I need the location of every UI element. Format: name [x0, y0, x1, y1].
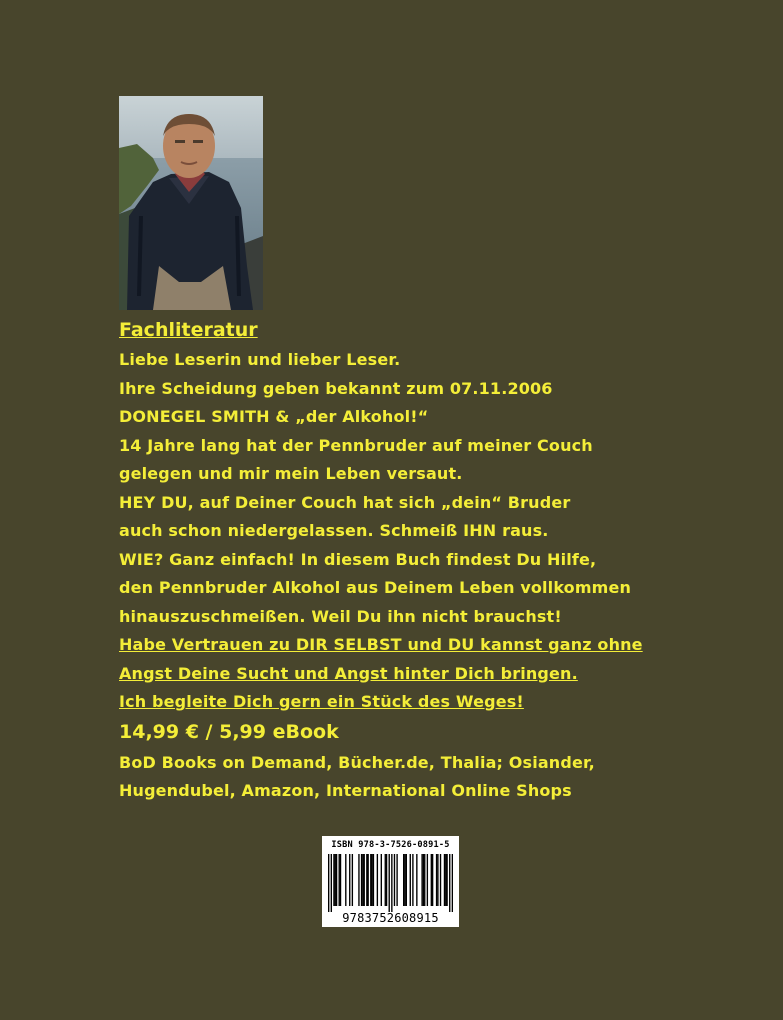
underlined-line: Habe Vertrauen zu DIR SELBST und DU kannst ganz ohne	[119, 635, 643, 654]
barcode-bar	[340, 854, 341, 906]
underlined-line: Ich begleite Dich gern ein Stück des Weges!	[119, 692, 524, 711]
isbn-label: ISBN 978-3-7526-0891-5	[331, 840, 450, 850]
text-line: WIE? Ganz einfach! In diesem Buch findest Du Hilfe,	[119, 549, 597, 569]
barcode-bar	[335, 854, 336, 906]
barcode-bar	[367, 854, 368, 906]
shops-line: BoD Books on Demand, Bücher.de, Thalia; Osiander,	[119, 752, 595, 772]
back-cover-text	[119, 318, 759, 806]
barcode-bar	[371, 854, 372, 906]
barcode-bar	[396, 854, 397, 906]
barcode-bar	[404, 854, 405, 906]
barcode-bar	[449, 854, 450, 912]
author-photo	[119, 96, 263, 310]
barcode-bar	[412, 854, 413, 906]
price: 14,99 € / 5,99 eBook	[119, 720, 339, 743]
section-heading: Fachliteratur	[119, 319, 258, 341]
barcode-bar	[427, 854, 428, 906]
barcode-bar	[437, 854, 438, 906]
barcode-bar	[424, 854, 425, 906]
barcode-bar	[377, 854, 378, 906]
barcode-bar	[391, 854, 392, 912]
barcode-bar	[336, 854, 337, 906]
barcode-bar	[352, 854, 353, 906]
text-line: hinauszuschmeißen. Weil Du ihn nicht brauchst!	[119, 606, 562, 626]
barcode-bar	[436, 854, 437, 906]
text-line: DONEGEL SMITH & „der Alkohol!“	[119, 407, 429, 426]
barcode-bar	[349, 854, 350, 906]
barcode-bar	[370, 854, 371, 906]
barcode-bar	[364, 854, 365, 906]
shops-line: Hugendubel, Amazon, International Online Shops	[119, 781, 572, 800]
barcode-bar	[446, 854, 447, 906]
barcode-bar	[423, 854, 424, 906]
barcode-bar	[452, 854, 453, 912]
barcode-bar	[358, 854, 359, 906]
barcode-bar	[361, 854, 362, 906]
barcode-bar	[385, 854, 386, 906]
underlined-line: Angst Deine Sucht und Angst hinter Dich bringen.	[119, 663, 578, 683]
barcode-bar	[444, 854, 445, 906]
text-line: Ihre Scheidung geben bekannt zum 07.11.2006	[119, 378, 553, 398]
barcode-bar	[362, 854, 363, 906]
barcode-bar	[410, 854, 411, 906]
text-line: 14 Jahre lang hat der Pennbruder auf meiner Couch	[119, 435, 593, 455]
barcode-bar	[406, 854, 407, 906]
text-line: auch schon niedergelassen. Schmeiß IHN raus.	[119, 521, 549, 540]
barcode-bar	[416, 854, 417, 906]
barcode-bar	[421, 854, 422, 906]
text-line: Liebe Leserin und lieber Leser.	[119, 350, 401, 369]
barcode-bar	[431, 854, 432, 906]
barcode-bar	[373, 854, 374, 906]
barcode-bar	[339, 854, 340, 906]
barcode-bar	[345, 854, 346, 906]
barcode-bar	[333, 854, 334, 906]
barcode-bar	[440, 854, 441, 906]
barcode-digits: 9783752608915	[342, 911, 439, 925]
barcode-bar	[403, 854, 404, 906]
barcode-bar	[394, 854, 395, 906]
barcode-bar	[386, 854, 387, 906]
barcode-bar	[389, 854, 390, 912]
isbn-barcode	[322, 836, 459, 927]
barcode-bar	[328, 854, 329, 912]
barcode-bar	[381, 854, 382, 906]
barcode-bar	[445, 854, 446, 906]
barcode-bar	[331, 854, 332, 912]
text-line: gelegen und mir mein Leben versaut.	[119, 464, 463, 483]
barcode-bar	[432, 854, 433, 906]
barcode-bars	[328, 854, 453, 912]
barcode-bar	[366, 854, 367, 906]
author-portrait-icon	[119, 96, 263, 310]
text-line: den Pennbruder Alkohol aus Deinem Leben vollkommen	[119, 578, 632, 597]
text-line: HEY DU, auf Deiner Couch hat sich „dein“ Bruder	[119, 492, 571, 512]
